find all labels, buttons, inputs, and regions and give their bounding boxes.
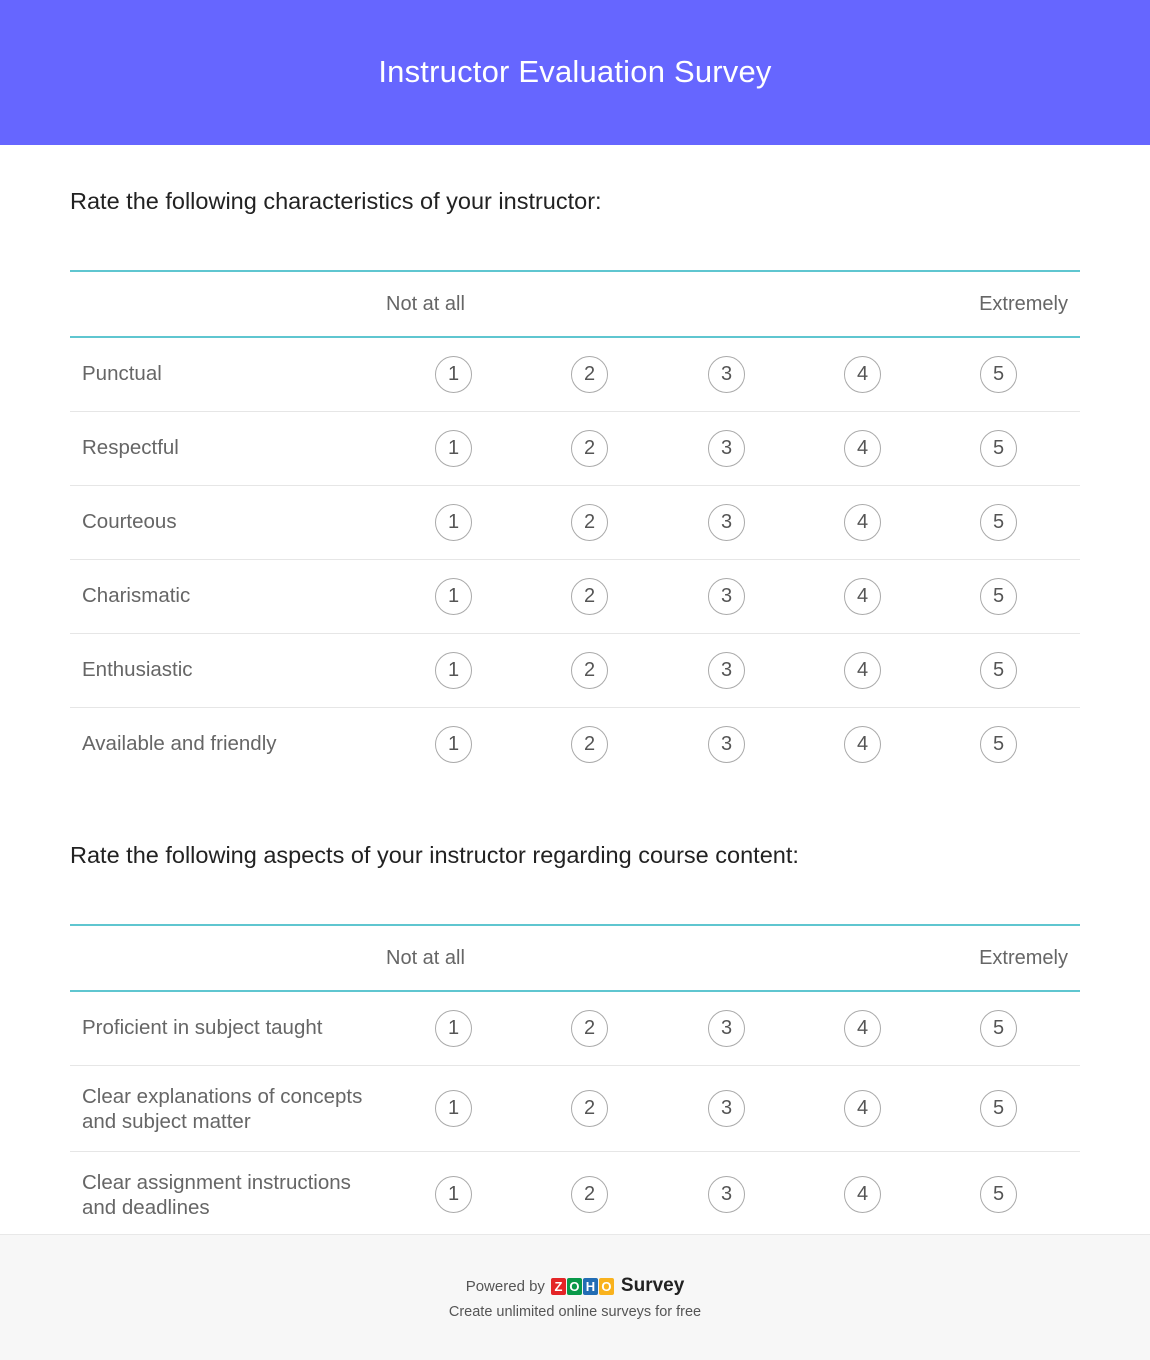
rating-option-1[interactable]: 1 bbox=[435, 430, 472, 467]
matrix-row-clear-assignments bbox=[70, 1152, 1080, 1238]
scale-high-label: Extremely bbox=[979, 947, 1068, 969]
rating-option-3[interactable]: 3 bbox=[708, 1010, 745, 1047]
rating-option-2[interactable]: 2 bbox=[571, 356, 608, 393]
rating-option-1[interactable]: 1 bbox=[435, 652, 472, 689]
rating-option-5[interactable]: 5 bbox=[980, 356, 1017, 393]
rating-option-5[interactable]: 5 bbox=[980, 726, 1017, 763]
rating-option-4[interactable]: 4 bbox=[844, 356, 881, 393]
rating-option-2[interactable]: 2 bbox=[571, 652, 608, 689]
rating-option-3[interactable]: 3 bbox=[708, 356, 745, 393]
logo-letter-h: H bbox=[583, 1278, 598, 1295]
row-label: Punctual bbox=[82, 362, 162, 385]
rating-option-1[interactable]: 1 bbox=[435, 356, 472, 393]
matrix-row-charismatic bbox=[70, 560, 1080, 634]
rating-option-2[interactable]: 2 bbox=[571, 578, 608, 615]
scale-high-label: Extremely bbox=[979, 293, 1068, 315]
rating-option-4[interactable]: 4 bbox=[844, 1010, 881, 1047]
row-label: Available and friendly bbox=[82, 732, 277, 755]
rating-option-5[interactable]: 5 bbox=[980, 430, 1017, 467]
matrix-row-available-friendly bbox=[70, 708, 1080, 782]
row-label: Enthusiastic bbox=[82, 658, 193, 681]
row-label: Clear assignment instructions and deadlines bbox=[82, 1171, 351, 1219]
scale-low-label: Not at all bbox=[386, 947, 465, 969]
scale-header bbox=[70, 926, 1080, 992]
survey-title: Instructor Evaluation Survey bbox=[378, 53, 772, 89]
rating-option-4[interactable]: 4 bbox=[844, 430, 881, 467]
rating-option-4[interactable]: 4 bbox=[844, 578, 881, 615]
matrix-row-proficient bbox=[70, 992, 1080, 1066]
rating-option-3[interactable]: 3 bbox=[708, 578, 745, 615]
rating-option-3[interactable]: 3 bbox=[708, 1090, 745, 1127]
rating-option-1[interactable]: 1 bbox=[435, 504, 472, 541]
rating-option-1[interactable]: 1 bbox=[435, 1176, 472, 1213]
rating-option-2[interactable]: 2 bbox=[571, 726, 608, 763]
row-label: Charismatic bbox=[82, 584, 191, 607]
matrix-row-punctual bbox=[70, 338, 1080, 412]
rating-matrix bbox=[70, 270, 1080, 782]
rating-option-2[interactable]: 2 bbox=[571, 1176, 608, 1213]
rating-option-5[interactable]: 5 bbox=[980, 1010, 1017, 1047]
rating-option-3[interactable]: 3 bbox=[708, 1176, 745, 1213]
question-title: Rate the following aspects of your instructor regarding course content: bbox=[70, 842, 799, 868]
logo-letter-o: O bbox=[567, 1278, 582, 1295]
rating-option-4[interactable]: 4 bbox=[844, 504, 881, 541]
logo-letter-z: Z bbox=[551, 1278, 566, 1295]
powered-by-text: Powered by bbox=[465, 1277, 545, 1295]
matrix-row-clear-explanations bbox=[70, 1066, 1080, 1152]
logo-letter-o2: O bbox=[599, 1278, 614, 1295]
scale-header bbox=[70, 272, 1080, 338]
rating-option-5[interactable]: 5 bbox=[980, 1176, 1017, 1213]
survey-header bbox=[0, 0, 1150, 145]
rating-option-2[interactable]: 2 bbox=[571, 430, 608, 467]
rating-option-4[interactable]: 4 bbox=[844, 1090, 881, 1127]
survey-footer bbox=[0, 1234, 1150, 1360]
rating-option-3[interactable]: 3 bbox=[708, 652, 745, 689]
rating-option-1[interactable]: 1 bbox=[435, 1010, 472, 1047]
brand-survey: Survey bbox=[620, 1275, 685, 1296]
rating-option-4[interactable]: 4 bbox=[844, 652, 881, 689]
footer-tagline[interactable]: Create unlimited online surveys for free bbox=[448, 1304, 702, 1320]
row-label: Clear explanations of concepts and subject matter bbox=[82, 1085, 363, 1133]
rating-option-4[interactable]: 4 bbox=[844, 1176, 881, 1213]
matrix-row-enthusiastic bbox=[70, 634, 1080, 708]
rating-matrix bbox=[70, 924, 1080, 1238]
rating-option-1[interactable]: 1 bbox=[435, 726, 472, 763]
scale-low-label: Not at all bbox=[386, 293, 465, 315]
survey-content bbox=[0, 145, 1150, 1238]
row-label: Proficient in subject taught bbox=[82, 1016, 323, 1039]
zoho-logo bbox=[551, 1278, 615, 1295]
rating-option-5[interactable]: 5 bbox=[980, 1090, 1017, 1127]
matrix-row-courteous bbox=[70, 486, 1080, 560]
rating-option-5[interactable]: 5 bbox=[980, 652, 1017, 689]
question-title: Rate the following characteristics of your instructor: bbox=[70, 188, 602, 214]
rating-option-3[interactable]: 3 bbox=[708, 504, 745, 541]
row-label: Respectful bbox=[82, 436, 179, 459]
rating-option-5[interactable]: 5 bbox=[980, 504, 1017, 541]
powered-by-line[interactable] bbox=[0, 1275, 1150, 1297]
matrix-row-respectful bbox=[70, 412, 1080, 486]
rating-option-2[interactable]: 2 bbox=[571, 1010, 608, 1047]
rating-option-1[interactable]: 1 bbox=[435, 578, 472, 615]
question-characteristics bbox=[70, 145, 1080, 782]
rating-option-1[interactable]: 1 bbox=[435, 1090, 472, 1127]
rating-option-4[interactable]: 4 bbox=[844, 726, 881, 763]
rating-option-3[interactable]: 3 bbox=[708, 430, 745, 467]
rating-option-2[interactable]: 2 bbox=[571, 504, 608, 541]
row-label: Courteous bbox=[82, 510, 177, 533]
rating-option-3[interactable]: 3 bbox=[708, 726, 745, 763]
rating-option-2[interactable]: 2 bbox=[571, 1090, 608, 1127]
rating-option-5[interactable]: 5 bbox=[980, 578, 1017, 615]
question-course-content bbox=[70, 800, 1080, 1238]
